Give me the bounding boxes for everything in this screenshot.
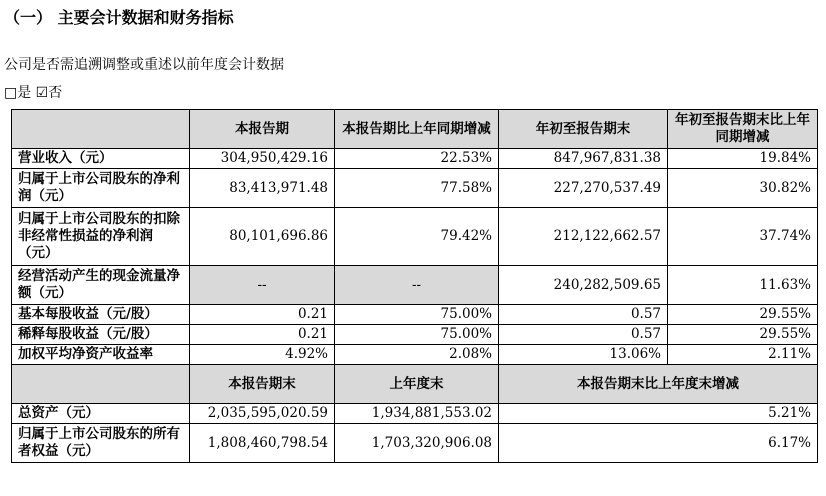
value-prior-year-end: 1,703,320,906.08 xyxy=(335,424,499,463)
value-ytd: 0.57 xyxy=(499,305,668,325)
row-label: 归属于上市公司股东的净利润（元） xyxy=(12,169,190,208)
value-current-period-yoy: 75.00% xyxy=(335,325,499,345)
table-header-row xyxy=(12,110,818,149)
row-label: 加权平均净资产收益率 xyxy=(12,345,190,365)
table-row xyxy=(12,305,818,325)
value-current-period: 4.92% xyxy=(190,345,335,365)
table-row xyxy=(12,404,818,424)
table-row xyxy=(12,424,818,463)
value-ytd: 240,282,509.65 xyxy=(499,266,668,305)
value-ytd: 847,967,831.38 xyxy=(499,149,668,169)
row-label: 经营活动产生的现金流量净额（元） xyxy=(12,266,190,305)
table-row xyxy=(12,149,818,169)
table-row xyxy=(12,325,818,345)
header-ytd-yoy: 年初至报告期末比上年同期增减 xyxy=(668,110,818,149)
value-current-period: 304,950,429.16 xyxy=(190,149,335,169)
value-ytd-yoy: 29.55% xyxy=(668,305,818,325)
value-ytd-yoy: 29.55% xyxy=(668,325,818,345)
value-current-period-yoy: 77.58% xyxy=(335,169,499,208)
header-current-period-yoy: 本报告期比上年同期增减 xyxy=(335,110,499,149)
value-current-period-yoy: -- xyxy=(335,266,499,305)
table-row xyxy=(12,208,818,266)
value-current-period: 0.21 xyxy=(190,305,335,325)
value-ytd: 13.06% xyxy=(499,345,668,365)
value-period-end: 1,808,460,798.54 xyxy=(190,424,335,463)
header-change-vs-prior-year-end: 本报告期末比上年度末增减 xyxy=(499,365,818,404)
restatement-options: □是 ☑否 xyxy=(4,85,63,101)
value-ytd-yoy: 30.82% xyxy=(668,169,818,208)
value-current-period: -- xyxy=(190,266,335,305)
value-change: 6.17% xyxy=(499,424,818,463)
table-row xyxy=(12,266,818,305)
value-ytd-yoy: 2.11% xyxy=(668,345,818,365)
value-ytd: 212,122,662.57 xyxy=(499,208,668,266)
row-label: 稀释每股收益（元/股） xyxy=(12,325,190,345)
header-current-period: 本报告期 xyxy=(190,110,335,149)
value-change: 5.21% xyxy=(499,404,818,424)
row-label: 归属于上市公司股东的所有者权益（元） xyxy=(12,424,190,463)
row-label: 总资产（元） xyxy=(12,404,190,424)
header-blank-cell xyxy=(12,365,190,404)
value-current-period-yoy: 75.00% xyxy=(335,305,499,325)
value-current-period: 83,413,971.48 xyxy=(190,169,335,208)
section-title: （一） 主要会计数据和财务指标 xyxy=(4,8,234,27)
header-period-end: 本报告期末 xyxy=(190,365,335,404)
header-blank-cell xyxy=(12,110,190,149)
restatement-question: 公司是否需追溯调整或重述以前年度会计数据 xyxy=(4,57,284,73)
header-ytd: 年初至报告期末 xyxy=(499,110,668,149)
table-row xyxy=(12,169,818,208)
financial-data-table xyxy=(11,109,818,463)
row-label: 基本每股收益（元/股） xyxy=(12,305,190,325)
row-label: 归属于上市公司股东的扣除非经常性损益的净利润（元） xyxy=(12,208,190,266)
value-current-period: 0.21 xyxy=(190,325,335,345)
table-header-row xyxy=(12,365,818,404)
value-ytd: 227,270,537.49 xyxy=(499,169,668,208)
header-prior-year-end: 上年度末 xyxy=(335,365,499,404)
value-current-period-yoy: 2.08% xyxy=(335,345,499,365)
value-prior-year-end: 1,934,881,553.02 xyxy=(335,404,499,424)
value-current-period-yoy: 79.42% xyxy=(335,208,499,266)
value-current-period-yoy: 22.53% xyxy=(335,149,499,169)
value-ytd-yoy: 11.63% xyxy=(668,266,818,305)
value-ytd: 0.57 xyxy=(499,325,668,345)
row-label: 营业收入（元） xyxy=(12,149,190,169)
value-ytd-yoy: 37.74% xyxy=(668,208,818,266)
value-current-period: 80,101,696.86 xyxy=(190,208,335,266)
value-period-end: 2,035,595,020.59 xyxy=(190,404,335,424)
table-row xyxy=(12,345,818,365)
value-ytd-yoy: 19.84% xyxy=(668,149,818,169)
